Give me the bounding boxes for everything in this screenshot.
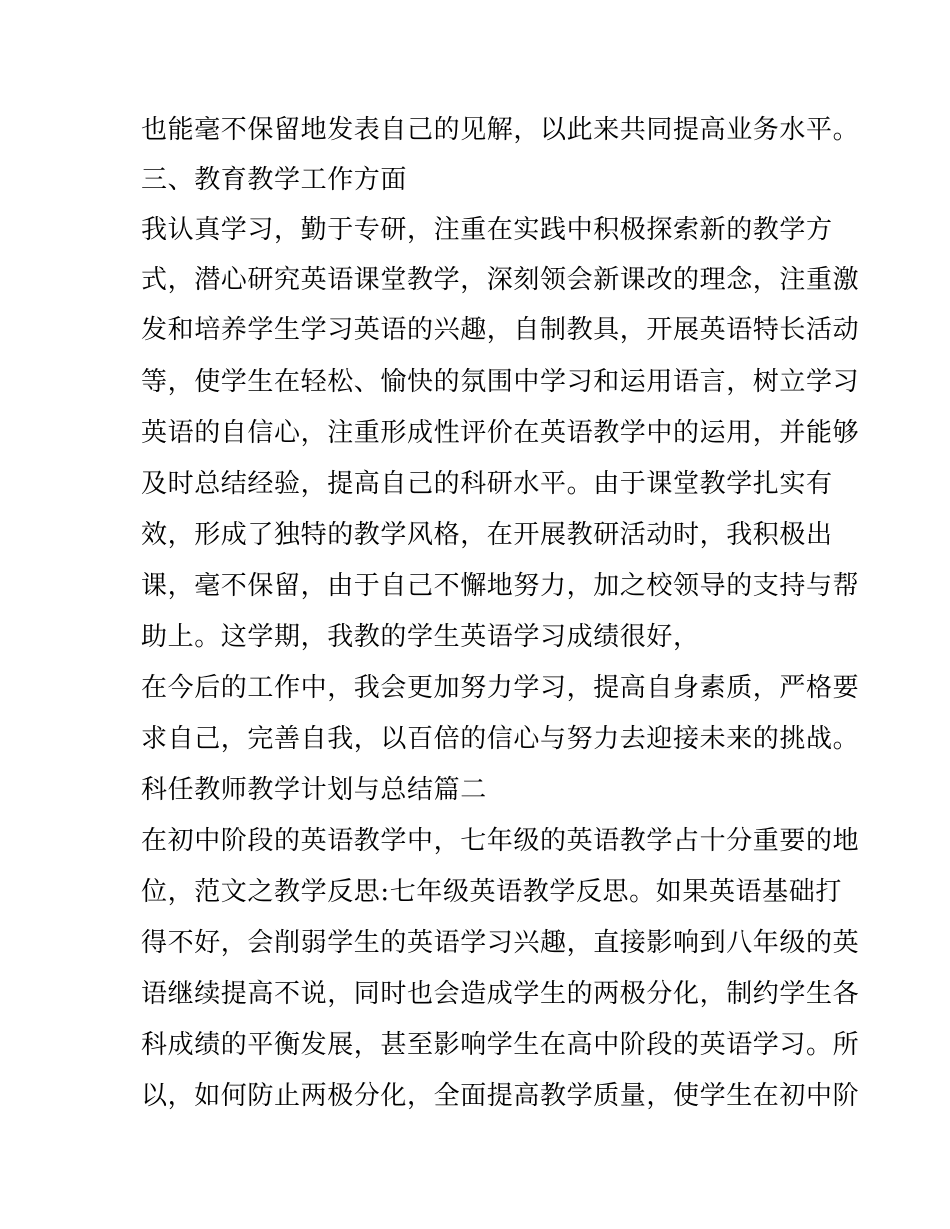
text-line: 我认真学习，勤于专研，注重在实践中积极探索新的教学方	[141, 215, 833, 245]
text-line: 式，潜心研究英语课堂教学，深刻领会新课改的理念，注重激	[141, 265, 860, 295]
text-line: 在今后的工作中，我会更加努力学习，提高自身素质，严格要	[141, 673, 860, 703]
text-line: 效，形成了独特的教学风格，在开展教研活动时，我积极出	[141, 520, 833, 550]
text-line: 发和培养学生学习英语的兴趣，自制教具，开展英语特长活动	[141, 315, 860, 345]
text-line: 求自己，完善自我，以百倍的信心与努力去迎接未来的挑战。	[141, 724, 860, 754]
text-line: 语继续提高不说，同时也会造成学生的两极分化，制约学生各	[141, 979, 860, 1009]
section-heading: 科任教师教学计划与总结篇二	[141, 775, 487, 805]
text-line: 课，毫不保留，由于自己不懈地努力，加之校领导的支持与帮	[141, 571, 860, 601]
text-line: 也能毫不保留地发表自己的见解，以此来共同提高业务水平。	[141, 115, 860, 145]
text-line: 科成绩的平衡发展，甚至影响学生在高中阶段的英语学习。所	[141, 1030, 860, 1060]
text-line: 等，使学生在轻松、愉快的氛围中学习和运用语言，树立学习	[141, 367, 860, 397]
text-line: 以，如何防止两极分化，全面提高教学质量，使学生在初中阶	[141, 1081, 860, 1111]
text-line: 得不好，会削弱学生的英语学习兴趣，直接影响到八年级的英	[141, 928, 860, 958]
text-line: 位，范文之教学反思:七年级英语教学反思。如果英语基础打	[141, 877, 842, 907]
text-line: 及时总结经验，提高自己的科研水平。由于课堂教学扎实有	[141, 469, 833, 499]
section-heading: 三、教育教学工作方面	[141, 165, 408, 195]
text-line: 在初中阶段的英语教学中，七年级的英语教学占十分重要的地	[141, 826, 860, 856]
text-line: 英语的自信心，注重形成性评价在英语教学中的运用，并能够	[141, 418, 860, 448]
text-line: 助上。这学期，我教的学生英语学习成绩很好，	[141, 622, 700, 652]
